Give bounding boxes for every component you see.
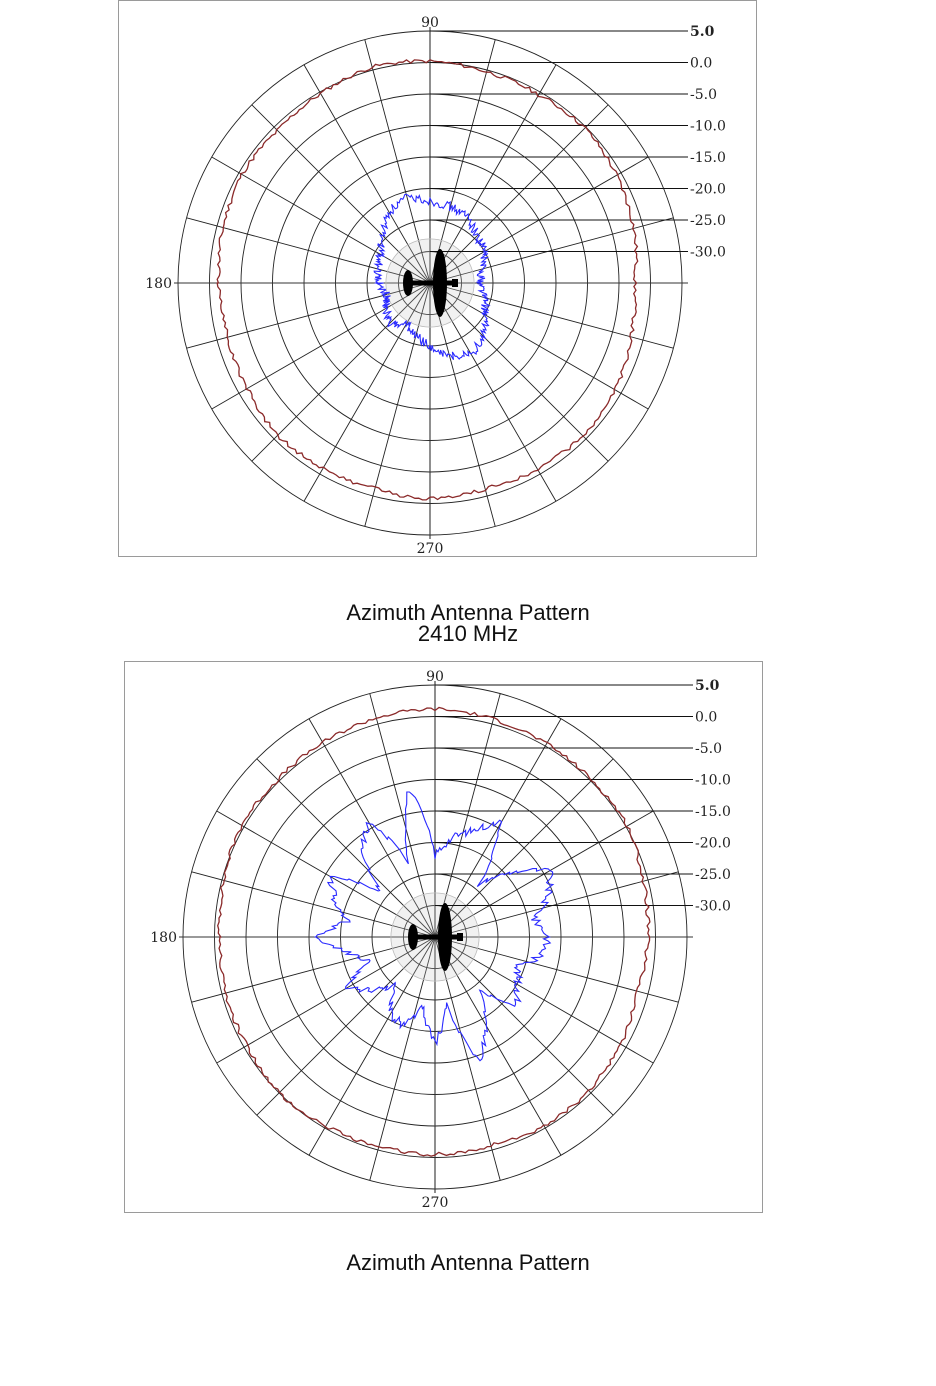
radial-tick-label: -10.0	[690, 118, 726, 135]
polar-chart-2-svg	[125, 662, 762, 1212]
angle-label-180: 180	[145, 276, 172, 292]
polar-chart-1-svg	[119, 1, 756, 556]
chart-2-caption: Azimuth Antenna Pattern	[346, 1250, 590, 1275]
radial-tick-label: -25.0	[695, 867, 731, 883]
polar-chart-2	[124, 661, 763, 1213]
radial-tick-label: 5.0	[690, 24, 715, 40]
radial-tick-label: -15.0	[695, 804, 731, 820]
radial-tick-label: -20.0	[690, 181, 726, 198]
angle-label-270: 270	[421, 1195, 449, 1211]
radial-tick-label: 0.0	[690, 55, 713, 72]
radial-tick-label: 5.0	[695, 678, 720, 694]
radial-tick-label: -20.0	[695, 835, 731, 852]
radial-tick-label: -25.0	[690, 213, 726, 229]
angle-label-180: 180	[150, 930, 177, 946]
radial-tick-label: -10.0	[695, 772, 731, 789]
radial-tick-label: -15.0	[690, 150, 726, 166]
radial-tick-label: -30.0	[690, 244, 726, 261]
radial-tick-label: 0.0	[695, 709, 718, 726]
radial-tick-label: -30.0	[695, 898, 731, 915]
radial-tick-label: -5.0	[690, 87, 717, 103]
angle-label-90: 90	[421, 15, 439, 31]
radial-tick-label: -5.0	[695, 741, 722, 757]
angle-label-90: 90	[426, 669, 444, 685]
chart-1-subtitle-partial: 2410 MHz	[417, 621, 519, 646]
angle-label-270: 270	[416, 541, 444, 557]
chart-1-caption: Azimuth Antenna Pattern	[346, 600, 590, 625]
polar-chart-1	[118, 0, 757, 557]
